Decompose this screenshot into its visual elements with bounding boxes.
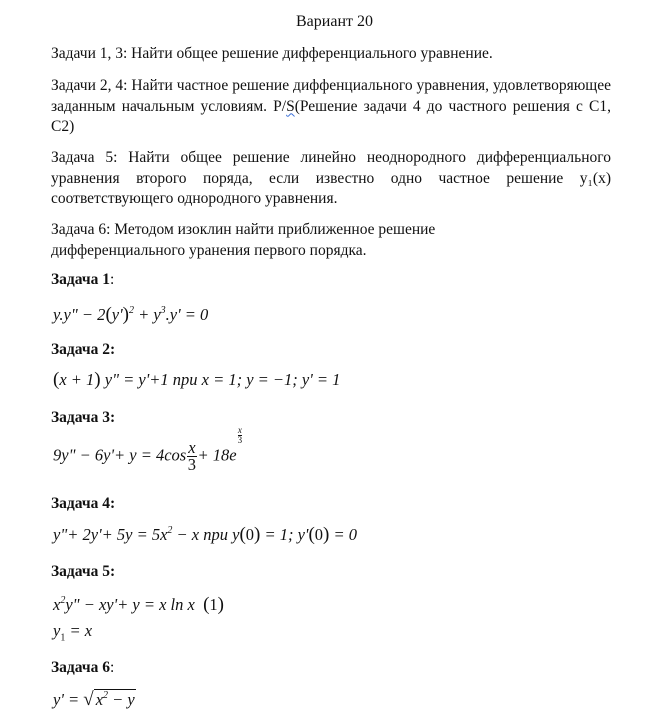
- exponent-fraction: $\frac{x}{3}$: [237, 425, 243, 445]
- problem-4-heading: Задача 4:: [51, 495, 116, 512]
- instruction-text: (Решение задачи 4 до частного решения с С1, С2): [51, 97, 611, 135]
- problem-5-heading: Задача 5:: [51, 563, 116, 580]
- instruction-task-6: [51, 220, 611, 261]
- instruction-text: дифференциального уранения первого порядка.: [51, 241, 367, 259]
- problem-3-heading: Задача 3:: [51, 409, 116, 426]
- problem-2-heading: Задача 2:: [51, 341, 116, 358]
- problem-1-heading: Задача 1:: [51, 271, 115, 288]
- problem-6-formula: y' = √ $x^2 - y$: [53, 689, 135, 710]
- problem-2-formula: (x + 1) y" = y'+1 при x = 1; y = −1; y' = 1: [53, 369, 341, 390]
- document-title: Вариант 20: [296, 13, 373, 30]
- instruction-tasks-1-3: [51, 44, 611, 65]
- problem-5-particular-solution: $y_1 = x$: [53, 621, 93, 644]
- instruction-tasks-2-4: [51, 76, 611, 138]
- problem-6-heading: Задача 6:: [51, 659, 115, 676]
- instruction-text: Задачи 1, 3: Найти общее решение дифференциального уравнение.: [51, 45, 493, 62]
- problem-4-formula: y"+ $2y'+ 5y = 5x^2 - x$ при y(0) = 1; y'(0) = 0: [53, 524, 357, 545]
- instruction-text: Задачи 2, 4: Найти частное решение диффенциального уравнения, удовлетворяющее заданным начальным условиям. P/: [51, 77, 611, 115]
- instruction-task-5: [51, 148, 611, 210]
- instruction-text: Задача 5: Найти общее решение линейно неоднородного дифференциального уравнения второго поряда, если известно одно частное решение y₁(x) соответствующего однородного уравнения.: [51, 149, 611, 207]
- instruction-text: Задача 6: Методом изоклин найти приближенное решение: [51, 221, 436, 238]
- problem-5-formula: $x^2y$" − xy'+ y = x ln x (1): [53, 594, 224, 615]
- fraction: $\frac{x}{3}$: [187, 438, 196, 474]
- spellcheck-marked-text: S: [286, 97, 295, 115]
- square-root-icon: √: [83, 689, 94, 710]
- radicand: $x^2 - y$: [95, 689, 135, 709]
- problem-3-formula: 9y" − 6y'+ y = 4cos $\frac{x}{3}$ + 18e $\frac{x}{3}$: [53, 425, 243, 474]
- problem-1-formula: y.y" − $2(y')^2 + y^3.y' = 0$: [53, 304, 209, 325]
